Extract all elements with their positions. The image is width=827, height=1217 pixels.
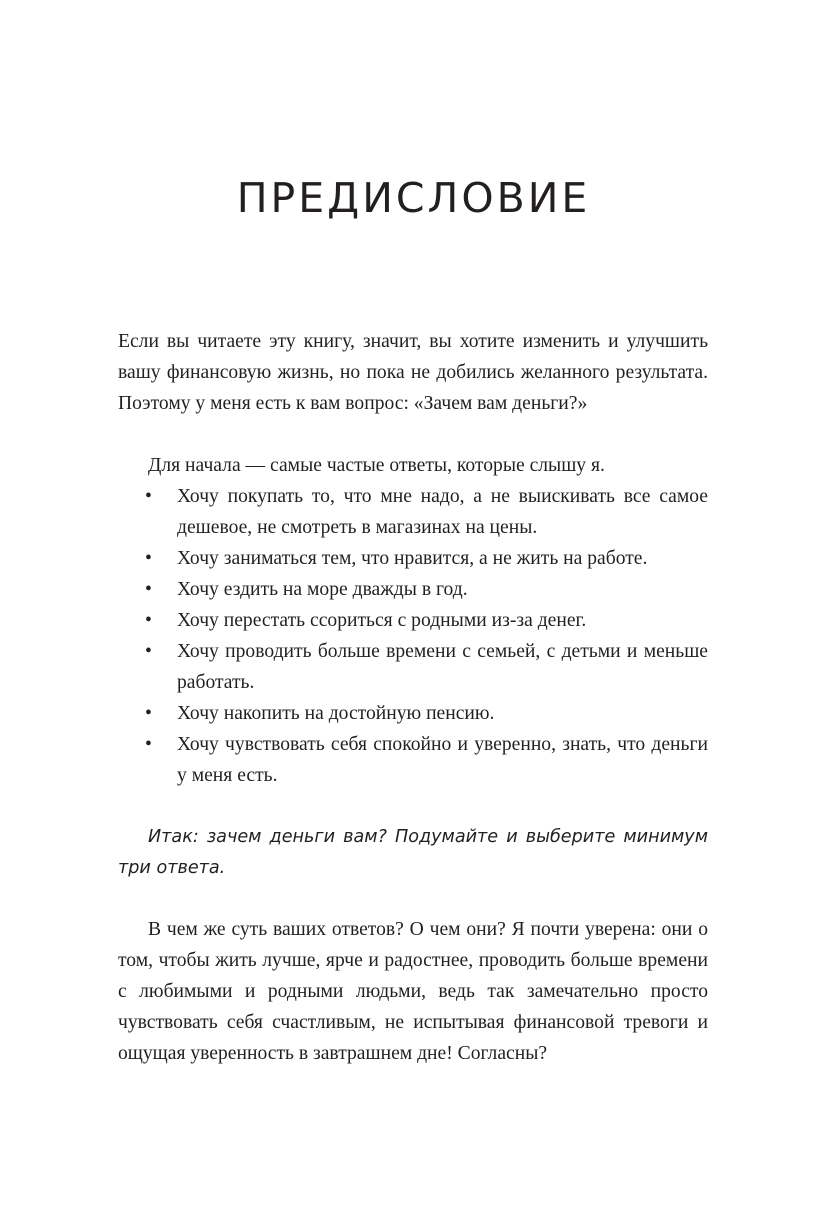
list-item bbox=[118, 481, 708, 543]
list-item bbox=[118, 605, 708, 636]
bullet-icon: • bbox=[145, 610, 152, 631]
lead-paragraph: Для начала — самые частые ответы, которые слышу я. bbox=[148, 455, 605, 476]
list-item-text: Хочу перестать ссориться с родными из-за денег. bbox=[177, 610, 587, 631]
bullet-icon: • bbox=[145, 734, 152, 755]
bullet-icon: • bbox=[145, 703, 152, 724]
chapter-title: ПРЕДИСЛОВИЕ bbox=[236, 174, 591, 222]
reasons-list bbox=[118, 481, 708, 791]
list-item-text: Хочу проводить больше времени с семьей, с детьми и меньше работать. bbox=[177, 641, 708, 693]
list-item-text: Хочу накопить на достойную пенсию. bbox=[177, 703, 495, 724]
list-item-text: Хочу ездить на море дважды в год. bbox=[177, 579, 468, 600]
list-item-text: Хочу чувствовать себя спокойно и уверенно, знать, что деньги у меня есть. bbox=[177, 734, 708, 786]
intro-paragraph: Если вы читаете эту книгу, значит, вы хотите изменить и улучшить вашу финансовую жизнь, но пока не добились желанного результата. Поэтому у меня есть к вам вопрос: «Зачем вам деньги?» bbox=[118, 331, 708, 414]
list-item bbox=[118, 729, 708, 791]
bullet-icon: • bbox=[145, 641, 152, 662]
list-item-text: Хочу заниматься тем, что нравится, а не жить на работе. bbox=[177, 548, 648, 569]
bullet-icon: • bbox=[145, 486, 152, 507]
list-item-text: Хочу покупать то, что мне надо, а не выискивать все самое дешевое, не смотреть в магазинах на цены. bbox=[177, 486, 708, 538]
list-item bbox=[118, 574, 708, 605]
list-item bbox=[118, 636, 708, 698]
list-item bbox=[118, 698, 708, 729]
closing-paragraph: В чем же суть ваших ответов? О чем они? Я почти уверена: они о том, чтобы жить лучше, ярче и радостнее, проводить больше времени с любимыми и родными людьми, ведь так замечательно просто чувствовать себя счастливым, не испытывая финансовой тревоги и ощущая уверенность в завтрашнем дне! Согласны? bbox=[118, 919, 708, 1064]
italic-prompt: Итак: зачем деньги вам? Подумайте и выберите минимум три ответа. bbox=[118, 827, 708, 878]
bullet-icon: • bbox=[145, 548, 152, 569]
list-item bbox=[118, 543, 708, 574]
bullet-icon: • bbox=[145, 579, 152, 600]
